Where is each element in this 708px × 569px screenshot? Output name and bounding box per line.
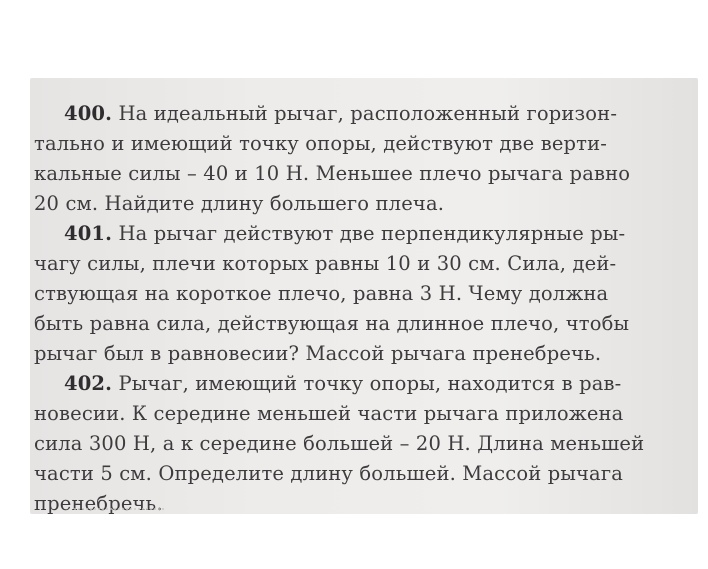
problem-402-line-5: пренебречь. bbox=[34, 492, 163, 514]
problem-402-text-1: Рычаг, имеющий точку опоры, находится в рав- bbox=[112, 372, 622, 395]
problem-401-line-2: чагу силы, плечи которых равны 10 и 30 см. Сила, дей- bbox=[34, 252, 617, 275]
problem-401-line-3: ствующая на короткое плечо, равна 3 Н. Чему должна bbox=[34, 282, 609, 305]
problem-402-line-1 bbox=[64, 372, 621, 396]
problem-400-line-4: 20 см. Найдите длину большего плеча. bbox=[34, 192, 445, 215]
problem-400-line-1 bbox=[64, 102, 617, 126]
problem-401-text-1: На рычаг действуют две перпендикулярные ры- bbox=[112, 222, 626, 245]
problem-400-text-1: На идеальный рычаг, расположенный горизон- bbox=[112, 102, 618, 125]
problem-401-line-5: рычаг был в равновесии? Массой рычага пренебречь. bbox=[34, 342, 602, 365]
problem-401-line-1 bbox=[64, 222, 625, 246]
problem-401-number: 401. bbox=[64, 222, 113, 245]
problem-400-line-3: кальные силы – 40 и 10 Н. Меньшее плечо рычага равно bbox=[34, 162, 631, 185]
textbook-page bbox=[30, 78, 698, 514]
problem-400-number: 400. bbox=[64, 102, 113, 125]
problem-402-number: 402. bbox=[64, 372, 113, 395]
problem-401-line-4: быть равна сила, действующая на длинное плечо, чтобы bbox=[34, 312, 630, 335]
problem-402-line-3: сила 300 Н, а к середине большей – 20 Н. Длина меньшей bbox=[34, 432, 645, 455]
problem-402-line-4: части 5 см. Определите длину большей. Массой рычага bbox=[34, 462, 623, 485]
cut-off-next-problem bbox=[74, 508, 164, 514]
problem-402-line-2: новесии. К середине меньшей части рычага приложена bbox=[34, 402, 624, 425]
problem-400-line-2: тально и имеющий точку опоры, действуют две верти- bbox=[34, 132, 607, 155]
